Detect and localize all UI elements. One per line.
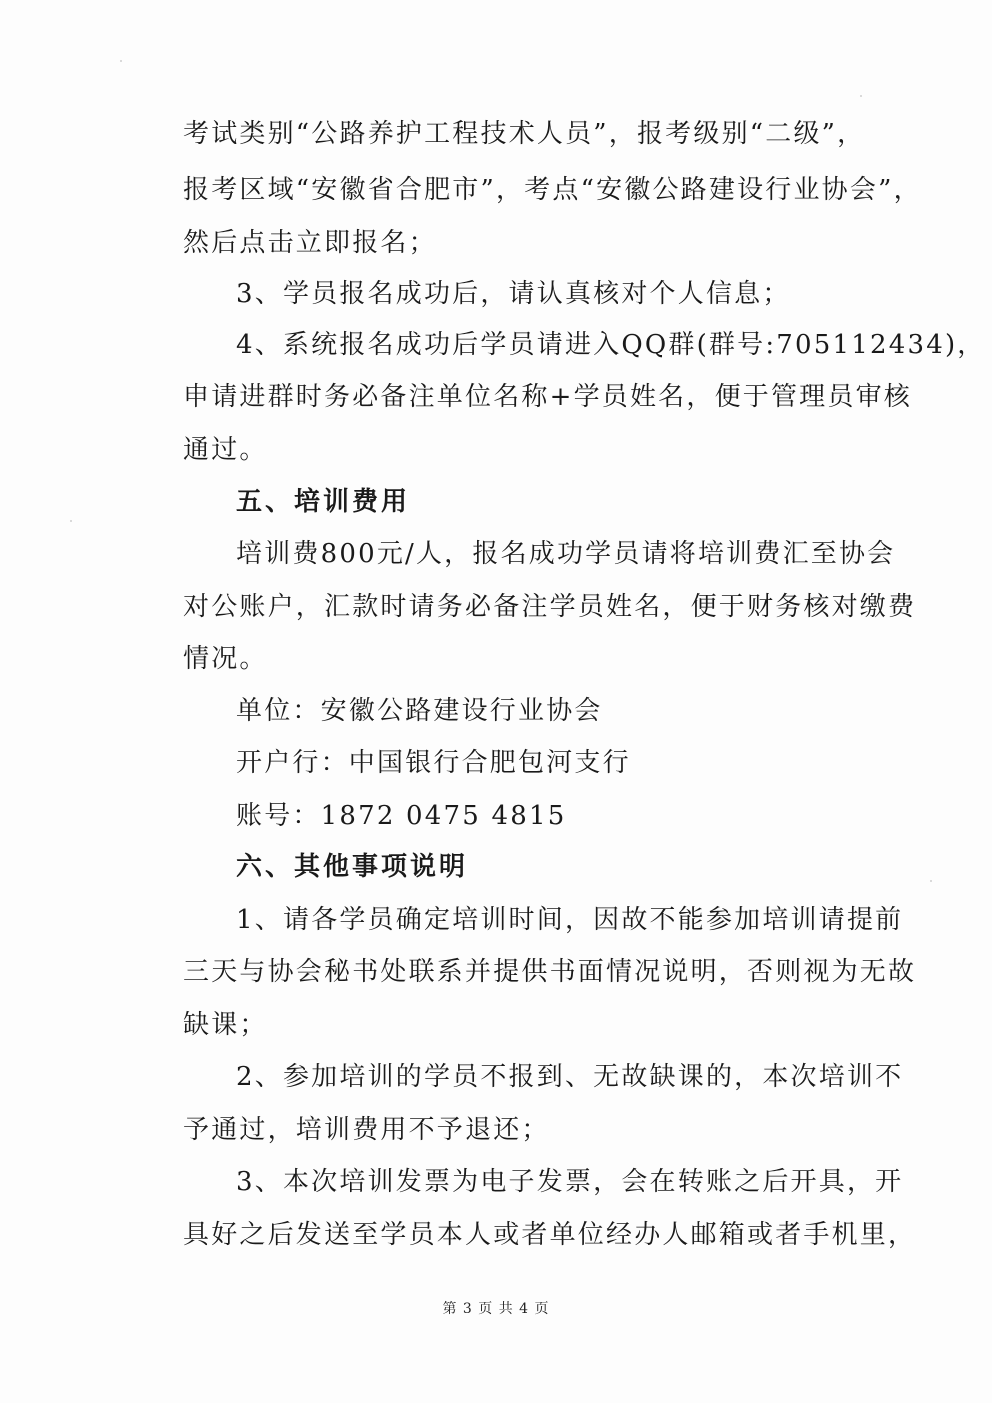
account-bank: 开户行：中国银行合肥包河支行 (236, 748, 631, 778)
account-unit: 单位：安徽公路建设行业协会 (236, 696, 603, 726)
scan-speck (860, 95, 862, 97)
section-heading-fees: 五、培训费用 (236, 487, 411, 517)
body-text-line: 2、参加培训的学员不报到、无故缺课的，本次培训不 (236, 1062, 904, 1092)
body-text-line: 3、本次培训发票为电子发票，会在转账之后开具，开 (236, 1167, 904, 1197)
scan-speck (120, 60, 122, 62)
body-text-line: 考试类别“公路养护工程技术人员”，报考级别“二级”， (183, 119, 866, 149)
body-text-line: 对公账户，汇款时请务必备注学员姓名，便于财务核对缴费 (183, 592, 917, 622)
body-text-line: 具好之后发送至学员本人或者单位经办人邮箱或者手机里， (183, 1220, 917, 1250)
body-text-line: 然后点击立即报名； (183, 228, 437, 258)
body-text-line: 缺课； (183, 1010, 268, 1040)
body-text-line: 予通过，培训费用不予退还； (183, 1115, 550, 1145)
body-text-line: 三天与协会秘书处联系并提供书面情况说明，否则视为无故 (183, 957, 917, 987)
scan-speck (930, 880, 932, 882)
body-text-line: 报考区域“安徽省合肥市”，考点“安徽公路建设行业协会”， (183, 175, 922, 205)
body-text-line: 1、请各学员确定培训时间，因故不能参加培训请提前 (236, 905, 904, 935)
page-number: 第 3 页 共 4 页 (442, 1301, 550, 1317)
body-text-line: 情况。 (183, 644, 268, 674)
account-number: 账号：1872 0475 4815 (236, 801, 567, 831)
body-text-line: 4、系统报名成功后学员请进入QQ群(群号:705112434)， (236, 330, 986, 360)
section-heading-other: 六、其他事项说明 (236, 852, 469, 882)
body-text-line: 培训费800元/人，报名成功学员请将培训费汇至协会 (236, 539, 896, 569)
body-text-line: 申请进群时务必备注单位名称+学员姓名，便于管理员审核 (183, 382, 912, 412)
body-text-line: 3、学员报名成功后，请认真核对个人信息； (236, 279, 791, 309)
scan-speck (70, 520, 72, 522)
body-text-line: 通过。 (183, 435, 268, 465)
